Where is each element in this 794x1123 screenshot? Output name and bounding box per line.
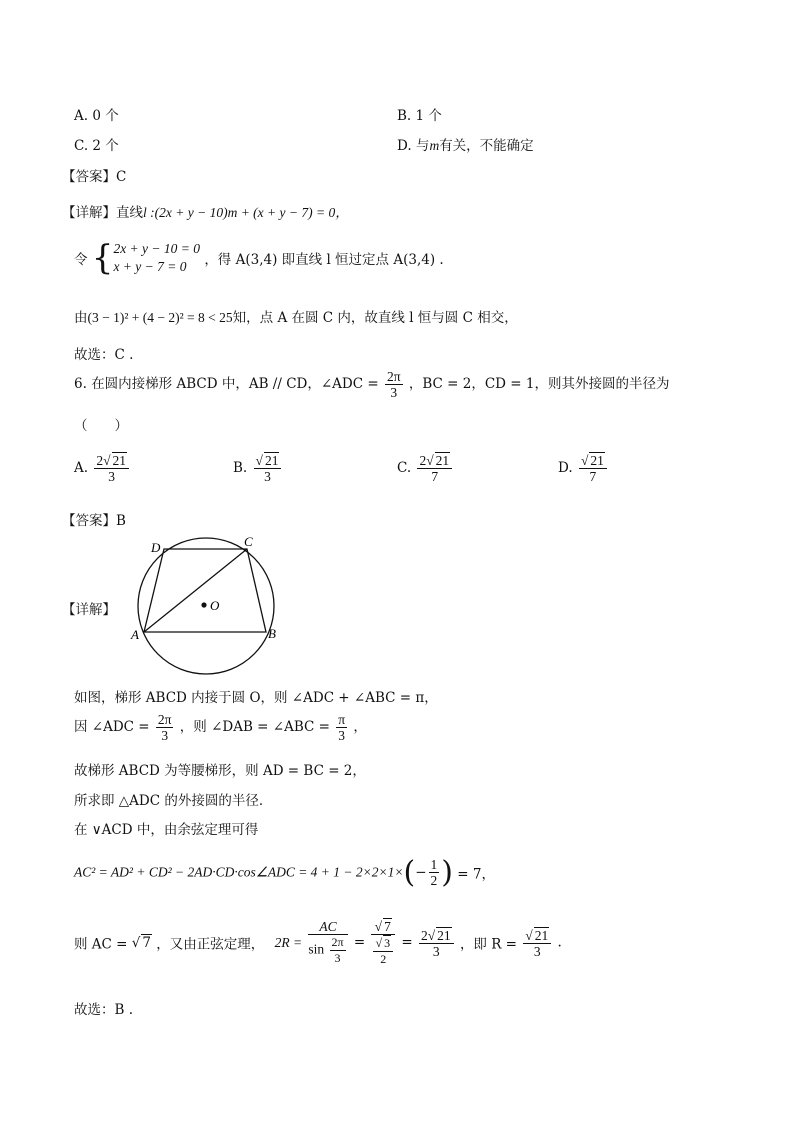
q6-stem xyxy=(74,369,669,400)
s7-eq2: = xyxy=(401,934,413,951)
s6-pre: AC² = AD² + CD² − 2AD·CD·cos∠ADC = 4 + 1 − 2×2×1× xyxy=(74,864,404,880)
choice-c-label: C. xyxy=(397,460,412,476)
q6-paren: （ ） xyxy=(74,418,128,434)
option-d-var: m xyxy=(429,138,440,153)
solution-line-8: 故选：B . xyxy=(74,1002,134,1018)
s2-fraction-2 xyxy=(336,712,347,743)
choice-d-den: 7 xyxy=(589,469,597,484)
s7-sin: sin xyxy=(308,941,325,957)
choice-d-label: D. xyxy=(558,460,573,476)
q5-by: 由 xyxy=(74,310,88,326)
solution-line-6: AC² = AD² + CD² − 2AD·CD·cos∠ADC = 4 + 1 − 2×2×1×(− $\frac{1}{2}$ ) = 7， xyxy=(74,855,495,890)
solution-line-4: 所求即 △ADC 的外接圆的半径． xyxy=(74,793,273,809)
solution-line-1: 如图，梯形 ABCD 内接于圆 O，则 ∠ADC + ∠ABC = π， xyxy=(74,690,438,706)
label-c: C xyxy=(244,534,253,549)
choice-c-coef: 2 xyxy=(419,453,427,468)
solution-line-2 xyxy=(74,712,367,743)
choice-a-label: A. xyxy=(74,460,89,476)
s7-r-fraction: $\frac{√ 21}{3}$ xyxy=(523,927,551,959)
s6-fraction xyxy=(429,857,440,888)
solution-line-5: 在 ∨ACD 中，由余弦定理可得 xyxy=(74,822,259,838)
q5-detail-label: 【详解】 xyxy=(62,205,116,221)
option-d-suffix: 有关，不能确定 xyxy=(439,138,534,154)
label-b: B xyxy=(268,626,276,641)
q5-answer: 【答案】C xyxy=(62,169,127,185)
trapezoid-abcd xyxy=(144,549,266,632)
choice-a-rad: 21 xyxy=(112,453,127,468)
frac-den: 3 xyxy=(390,385,398,400)
option-a: A. 0 个 xyxy=(74,108,119,124)
choice-a-den: 3 xyxy=(108,469,116,484)
s7-2r: 2R = xyxy=(274,934,303,950)
choice-c-den: 7 xyxy=(431,469,439,484)
s2-pre: 因 ∠ADC = xyxy=(74,719,150,735)
q5-sys-row1: 2x + y − 10 = 0 xyxy=(113,241,201,256)
s7-root-fraction: $\frac{√ 7}{\frac{√ 3}{2}}$ xyxy=(371,918,395,967)
q5-ineq-after: 知，点 A 在圆 C 内，故直线 l 恒与圆 C 相交， xyxy=(232,310,518,326)
choice-b-den: 3 xyxy=(264,469,271,484)
frac-den: 3 xyxy=(161,728,169,743)
label-o: O xyxy=(210,598,220,613)
q5-sys-row2: x + y − 7 = 0 xyxy=(113,259,187,274)
q6-answer: 【答案】B xyxy=(62,513,126,529)
q6-stem-part2: ，BC = 2，CD = 1，则其外接圆的半径为 xyxy=(408,376,670,392)
choice-d-fraction: $\frac{√ 21}{7}$ xyxy=(579,452,607,484)
s7-f2-num-rad: 7 xyxy=(384,919,391,934)
circle-trapezoid-diagram xyxy=(130,532,290,680)
q6-number: 6. xyxy=(74,376,87,392)
center-point xyxy=(201,602,206,607)
option-d xyxy=(397,134,534,154)
option-c: C. 2 个 xyxy=(74,138,119,154)
s2-end: ， xyxy=(353,719,367,735)
s7-f2-den-den: 2 xyxy=(380,952,387,966)
q5-detail-text: 直线 xyxy=(116,205,143,221)
choice-c-fraction: $\frac{2√ 21}{7}$ xyxy=(417,452,452,484)
frac-num: 2π xyxy=(386,369,401,384)
q6-stem-part1: 在圆内接梯形 ABCD 中，AB // CD，∠ADC = xyxy=(91,376,379,392)
choice-a-coef: 2 xyxy=(96,453,104,468)
s7-f3-coef: 2 xyxy=(420,927,428,943)
frac-den: 3 xyxy=(432,943,440,959)
choice-b-fraction: $\frac{√ 21}{3}$ xyxy=(254,452,282,484)
s7-dot: . xyxy=(557,934,562,951)
s7-then: ，即 R = xyxy=(459,936,517,953)
q5-system: { 2x + y − 10 = 0 x + y − 7 = 0 xyxy=(91,238,201,278)
option-b: B. 1 个 xyxy=(397,108,442,124)
q5-choose: 故选：C . xyxy=(74,347,134,363)
q6-angle-fraction xyxy=(385,369,403,400)
q5-ling: 令 xyxy=(74,252,88,268)
q5-system-line xyxy=(74,240,444,276)
s7-rad: 7 xyxy=(142,935,151,951)
choice-d-rad: 21 xyxy=(590,453,604,468)
s2-fraction-1 xyxy=(156,712,174,743)
diagonal-ac xyxy=(144,549,247,632)
choice-b-rad: 21 xyxy=(264,453,279,468)
q6-detail-label: 【详解】 xyxy=(62,602,116,618)
s7-f4-rad: 21 xyxy=(534,927,549,943)
label-d: D xyxy=(151,540,161,555)
s6-end: = 7， xyxy=(457,866,495,883)
frac-den: 3 xyxy=(334,951,341,965)
frac-den: 3 xyxy=(338,728,346,743)
choice-c xyxy=(397,452,454,484)
choice-a xyxy=(74,452,131,484)
solution-line-3: 故梯形 ABCD 为等腰梯形，则 AD = BC = 2， xyxy=(74,763,366,779)
s7-f3-rad: 21 xyxy=(437,927,451,943)
option-d-prefix: D. 与 xyxy=(397,138,430,154)
q5-ineq-line xyxy=(74,306,518,326)
s7-sine-fraction xyxy=(308,919,347,966)
q5-detail-line xyxy=(62,201,349,221)
frac-num: 2π xyxy=(331,935,344,949)
s7-pre: 则 AC = xyxy=(74,936,128,953)
frac-den: 3 xyxy=(533,943,541,959)
s7-f2-den-rad: 3 xyxy=(384,936,391,950)
choice-d xyxy=(558,452,609,484)
s2-mid: ，则 ∠DAB = ∠ABC = xyxy=(179,719,330,735)
q5-sys-after: ，得 A(3,4) 即直线 l 恒过定点 A(3,4) . xyxy=(204,252,444,268)
choice-b-label: B. xyxy=(233,460,248,476)
frac-num: 1 xyxy=(430,857,438,872)
frac-num: π xyxy=(338,712,346,727)
choice-a-fraction: $\frac{2√ 21}{3}$ xyxy=(94,452,129,484)
choice-c-rad: 21 xyxy=(435,453,450,468)
label-a: A xyxy=(131,627,139,642)
q5-line-equation: l :(2x + y − 10)m + (x + y − 7) = 0， xyxy=(143,205,349,220)
frac-den: 2 xyxy=(430,873,438,888)
s7-mid: ，又由正弦定理， xyxy=(156,936,265,953)
frac-num: AC xyxy=(308,919,347,935)
frac-num: 2π xyxy=(157,712,172,727)
s7-eq1: = xyxy=(353,934,366,951)
solution-line-7: 则 AC = √ 7 ，又由正弦定理， 2R = AC sin $\frac{2\pi}{3}$ = $\frac{√ 7}{\frac{√ 3}{2}}$ = $\frac{2√ 21}{3}$ ，即 R = $\frac{√ 21}{3}$ . xyxy=(74,919,562,966)
choice-b xyxy=(233,452,283,484)
q5-inequality: (3 − 1)² + (4 − 2)² = 8 < 25 xyxy=(87,310,233,325)
s7-result-fraction: $\frac{2√ 21}{3}$ xyxy=(419,927,454,959)
